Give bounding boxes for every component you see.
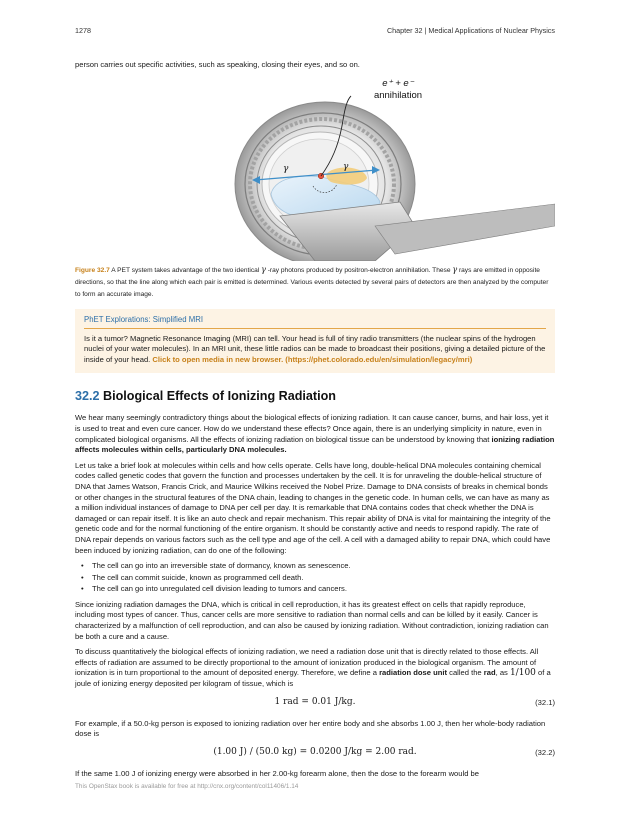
term-rad: rad [483,668,496,678]
list-item: • The cell can go into an irreversible state of dormancy, known as senescence. [92,561,555,572]
equation-body: (1.00 J) / (50.0 kg) = 0.0200 J/kg = 2.00 rad. [213,746,417,757]
section-number: 32.2 [75,389,100,404]
caption-gamma-1: γ [261,264,266,274]
section-heading [75,389,555,404]
page-number: 1278 [75,26,91,35]
gamma-label-right: γ [343,161,349,172]
phet-media-link[interactable]: Click to open media in new browser. (https://phet.colorado.edu/en/simulation/legacy/mri) [152,354,473,364]
caption-text-b: -ray photons produced by positron-electron annihilation. These [265,266,453,274]
paragraph-3: Since ionizing radiation damages the DNA, which is critical in cell reproduction, it has its greatest effect on cells that rapidly reproduce, including most types of cancer. Thus, cancer cells are more sensitive to radiation than normal cells and can be killed by it easily. Cancer is characterized by a malfunction of cell reproduction, and can also be caused by ionizing radiation. Without contradiction, ionizing radiation can be both a cure and a cause. [75,599,549,641]
figure-label: Figure 32.7 [75,266,110,274]
pet-figure [75,76,555,261]
paragraph-4 [75,647,555,689]
paragraph-4-text-b: called the [447,668,484,678]
gamma-label-left: γ [283,163,289,174]
paragraph-1 [75,413,555,455]
paragraph-2: Let us take a brief look at molecules within cells and how cells operate. Cells have long, double-helical DNA molecules containing chemical codes called genetic codes that govern the function and processes undertaken by the cell. It is for unraveling the double-helical structure of DNA that James Watson, Francis Crick, and Maurice Wilkins received the Nobel Prize. Damage to DNA consists of breaks in chemical bonds or other changes in the structural features of the DNA chain, leading to changes in the genetic code. In human cells, we can have as many as a million individual instances of damage to DNA per cell per day. It is remarkable that DNA contains codes that check whether the DNA is damaged or can repair itself. It is like an auto check and repair mechanism. This repair ability of DNA is vital for maintaining the integrity of the genetic code and for the normal functioning of the entire organism. It should be constantly active and needs to respond rapidly. The rate of DNA repair depends on various factors such as the cell type and age of the cell. A cell with a damaged ability to repair DNA, which could have been induced by ionizing radiation, can do one of the following: [75,460,551,555]
caption-text-c: rays are emitted in opposite directions, so that the line along which each pair is emitted is determined. Various events detected by several pairs of detectors are then analyzed by the computer to form an accurate image. [75,266,549,298]
paragraph-1-text: We hear many seemingly contradictory things about the biological effects of ionizing radiation. It can cause cancer, burns, and hair loss, yet it is used to treat and even cure cancer. How do we understand these effects? Once again, there is an underlying simplicity in nature, even in complicated biological organisms. All the effects of ionizing radiation on biological tissue can be understood by knowing that [75,413,549,444]
paragraph-6: If the same 1.00 J of ionizing energy were absorbed in her 2.00-kg forearm alone, then the dose to the forearm would be [75,768,479,778]
paragraph-5: For example, if a 50.0-kg person is exposed to ionizing radiation over her entire body and she absorbs 1.00 J, then her whole-body radiation dose is [75,718,546,739]
equation-number: (32.2) [535,747,555,757]
phet-title: PhET Explorations: Simplified MRI [84,314,546,329]
paragraph-1-bold: ionizing radiation affects molecules within cells, particularly DNA molecules. [75,434,555,455]
pet-scanner-illustration [75,76,555,261]
paragraph-4-text-c: , as [495,668,510,678]
fraction-one-hundredth: 1/100 [509,668,536,679]
chapter-title: Chapter 32 | Medical Applications of Nuclear Physics [386,26,555,35]
list-item: • The cell can commit suicide, known as programmed cell death. [92,573,555,584]
caption-text-a: A PET system takes advantage of the two identical [109,266,262,274]
page-footer: This OpenStax book is available for free at http://cnx.org/content/col11406/1.14 [75,783,299,790]
annihilation-reaction: e⁺ + e⁻ [382,77,414,89]
list-item: • The cell can go into unregulated cell division leading to tumors and cancers. [92,584,555,595]
section-title-text: Biological Effects of Ionizing Radiation [99,389,337,404]
page-content [75,60,555,784]
equation-body: 1 rad = 0.01 J/kg. [274,696,356,707]
equation-32-2 [75,745,555,763]
annihilation-label [343,78,453,102]
equation-number: (32.1) [535,697,555,707]
annihilation-word: annihilation [373,89,423,101]
caption-gamma-2: γ [452,264,458,274]
term-radiation-dose-unit: radiation dose unit [379,668,448,678]
phet-box [75,309,555,374]
paragraph-4-text-d: of a joule of ionizing energy deposited per kilogram of tissue, which is [75,668,551,689]
intro-line: person carries out specific activities, such as speaking, closing their eyes, and so on. [75,60,360,69]
phet-body [84,334,546,366]
phet-text: Is it a tumor? Magnetic Resonance Imaging (MRI) can tell. Your head is full of tiny radio transmitters (the nuclear spins of the hydrogen nuclei of your water molecules). In an MRI unit, these little radios can be made to broadcast their positions, giving a detailed picture of the inside of your head. [84,333,546,364]
paragraph-4-text-a: To discuss quantitatively the biological effects of ionizing radiation, we need a radiation dose unit that is directly related to those effects. All effects of radiation are assumed to be directly proportional to the amount of ionization produced in the biological organism. The amount of ionization is in turn proportional to the amount of deposited energy. Therefore, we define a [75,647,539,678]
dna-outcome-list [92,561,555,595]
figure-caption [75,264,555,301]
equation-32-1 [75,695,555,713]
